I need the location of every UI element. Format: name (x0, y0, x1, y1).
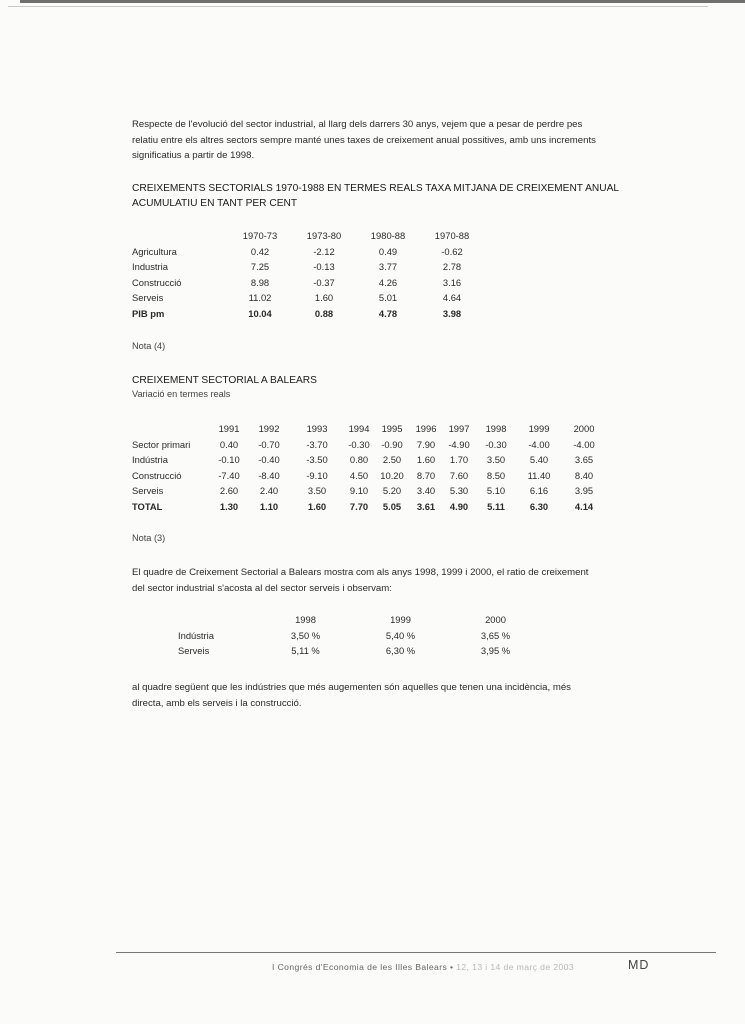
row-label: TOTAL (132, 500, 163, 512)
table-cell: 3,95 % (480, 645, 511, 657)
table-cell: -9.10 (306, 469, 328, 481)
intro-paragraph (132, 117, 596, 164)
table-cell: 0.42 (250, 245, 270, 257)
footer-dates: 12, 13 i 14 de març de 2003 (456, 962, 575, 972)
table3-col-header: 1999 (390, 614, 411, 626)
row-label: PIB pm (132, 307, 165, 319)
table-cell: 2.50 (382, 454, 402, 466)
row-label: Sector primari (132, 438, 191, 450)
row-label: Indústria (132, 454, 168, 466)
table1-sectoral-growth-1970-1988 (132, 228, 484, 321)
paragraph-2 (132, 565, 588, 596)
table3-col-header: 2000 (485, 614, 506, 626)
table-row (132, 437, 608, 453)
table1-corner (132, 228, 228, 244)
table-cell: -3.70 (306, 438, 328, 450)
row-label: Serveis (132, 292, 164, 304)
table-cell: -0.30 (348, 438, 370, 450)
table-cell: 6.30 (529, 500, 549, 512)
table-cell: 0.40 (219, 438, 239, 450)
table1-title (132, 181, 619, 211)
table-cell: 7.25 (250, 261, 270, 273)
table-cell: 3,65 % (480, 629, 511, 641)
table2-col-header: 1993 (306, 423, 328, 435)
intro-line: significatius a partir de 1998. (132, 150, 255, 161)
paragraph-line: directa, amb els serveis i la construcció. (132, 697, 302, 709)
table-cell: 5,40 % (385, 629, 416, 641)
table-cell: -2.12 (313, 245, 335, 257)
table-cell: 3.40 (416, 485, 436, 497)
table-row (168, 643, 543, 659)
table1-col-header: 1973-80 (306, 230, 342, 242)
table-row-total (132, 499, 608, 515)
table1-title-line: ACUMULATIU EN TANT PER CENT (132, 198, 298, 209)
intro-line: Respecte de l'evolució del sector industrial, al llarg dels darrers 30 anys, vejem que a pesar de perdre pes (132, 119, 583, 130)
table-cell: 3.65 (574, 454, 594, 466)
table1-col-header: 1970-73 (242, 230, 278, 242)
row-label: Construcció (132, 276, 182, 288)
table-cell: 3.61 (416, 500, 436, 512)
table-cell: 2.40 (259, 485, 279, 497)
table-row (132, 452, 608, 468)
table-cell: 4.90 (449, 500, 469, 512)
footer-logo-mark: MD (628, 958, 650, 972)
table-cell: 3,50 % (290, 629, 321, 641)
table3-header-row (168, 612, 543, 628)
table-row-total (132, 306, 484, 322)
table2-col-header: 1991 (218, 423, 240, 435)
row-label: Serveis (178, 645, 210, 657)
table-cell: 0.49 (378, 245, 398, 257)
table-cell: 0.80 (349, 454, 369, 466)
table-cell: 8.50 (486, 469, 506, 481)
table2-subtitle: Variació en termes reals (132, 389, 231, 399)
paragraph-line: al quadre següent que les indústries que més augementen són aquelles que tenen una incidència, més (132, 682, 571, 693)
table-cell: 2.60 (219, 485, 239, 497)
table2-note: Nota (3) (132, 533, 166, 543)
table-row (132, 244, 484, 260)
table-cell: 8.40 (574, 469, 594, 481)
table-cell: 3.98 (442, 307, 462, 319)
table-cell: 7.60 (449, 469, 469, 481)
table2-col-header: 1999 (528, 423, 550, 435)
row-label: Indústria (178, 629, 214, 641)
table-cell: 1.60 (307, 500, 327, 512)
table-cell: 1.70 (449, 454, 469, 466)
table-cell: 3.95 (574, 485, 594, 497)
top-rule-faint (8, 6, 708, 7)
table-cell: -8.40 (258, 469, 280, 481)
footer-conference: I Congrés d'Economia de les Illes Balears • (272, 962, 454, 972)
table-cell: 11.02 (248, 292, 272, 304)
table-cell: 8.70 (416, 469, 436, 481)
table-row (132, 468, 608, 484)
row-label: Industria (132, 261, 168, 273)
table-cell: -4.90 (448, 438, 470, 450)
paragraph-line: del sector industrial s'acosta al del sector serveis i observam: (132, 582, 392, 594)
table-cell: -4.00 (528, 438, 550, 450)
table-cell: 3.50 (486, 454, 506, 466)
paragraph-3 (132, 680, 571, 711)
table2-col-header: 1995 (381, 423, 403, 435)
table1-note: Nota (4) (132, 341, 166, 351)
table-cell: 3.16 (442, 276, 462, 288)
table2-col-header: 1998 (485, 423, 507, 435)
table-cell: 5.30 (449, 485, 469, 497)
table-cell: 6.16 (529, 485, 549, 497)
top-rule (20, 0, 745, 3)
table-cell: -4.00 (573, 438, 595, 450)
table1-col-header: 1980-88 (370, 230, 406, 242)
row-label: Agricultura (132, 245, 177, 257)
table-cell: 2.78 (442, 261, 462, 273)
table-row (132, 275, 484, 291)
table-cell: 4.26 (378, 276, 398, 288)
table2-col-header: 1994 (348, 423, 370, 435)
table-cell: 4.64 (442, 292, 462, 304)
table-cell: 5.11 (487, 500, 505, 512)
table1-title-line: CREIXEMENTS SECTORIALS 1970-1988 EN TERMES REALS TAXA MITJANA DE CREIXEMENT ANUAL (132, 183, 620, 194)
table-cell: -0.62 (441, 245, 463, 257)
table-cell: 5.05 (382, 500, 402, 512)
row-label: Serveis (132, 485, 164, 497)
table-cell: 1.60 (416, 454, 436, 466)
table-cell: 5.20 (382, 485, 402, 497)
table-cell: 5.40 (529, 454, 549, 466)
table-row (132, 290, 484, 306)
table-cell: 1.60 (314, 292, 334, 304)
table2-sectoral-growth-balears (132, 421, 608, 514)
table-row (168, 628, 543, 644)
table-cell: 6,30 % (385, 645, 416, 657)
table3-industry-vs-services (168, 612, 543, 659)
table1-col-header: 1970-88 (434, 230, 470, 242)
table-cell: 1.10 (259, 500, 279, 512)
table-cell: 4.14 (574, 500, 594, 512)
table1-header-row (132, 228, 484, 244)
table2-corner (132, 421, 212, 437)
table-cell: 7.70 (349, 500, 369, 512)
table-cell: 4.50 (349, 469, 369, 481)
table-cell: -0.37 (313, 276, 335, 288)
table-cell: 1.30 (219, 500, 239, 512)
table-row (132, 483, 608, 499)
table2-header-row (132, 421, 608, 437)
footer-rule (116, 952, 716, 953)
table-cell: -3.50 (306, 454, 328, 466)
table-cell: -7.40 (218, 469, 240, 481)
table-cell: 8.98 (250, 276, 270, 288)
table2-col-header: 1992 (258, 423, 280, 435)
table-cell: 0.88 (314, 307, 334, 319)
table-cell: 7.90 (416, 438, 436, 450)
table2-col-header: 1996 (415, 423, 437, 435)
table-cell: 5,11 % (291, 645, 320, 657)
table-cell: -0.90 (381, 438, 403, 450)
table-cell: 5.10 (486, 485, 506, 497)
table-cell: 10.20 (380, 469, 404, 481)
table2-col-header: 2000 (573, 423, 595, 435)
table-cell: 5.01 (378, 292, 398, 304)
row-label: Construcció (132, 469, 182, 481)
table-cell: 10.04 (248, 307, 272, 319)
table2-title: CREIXEMENT SECTORIAL A BALEARS (132, 375, 317, 386)
table-row (132, 259, 484, 275)
table-cell: 3.77 (378, 261, 398, 273)
table-cell: -0.70 (258, 438, 280, 450)
table2-col-header: 1997 (448, 423, 470, 435)
paragraph-line: El quadre de Creixement Sectorial a Balears mostra com als anys 1998, 1999 i 2000, el ratio de creixement (132, 567, 589, 578)
table-cell: -0.40 (258, 454, 280, 466)
footer (272, 962, 574, 972)
table-cell: -0.10 (218, 454, 240, 466)
table3-corner (168, 612, 258, 628)
table3-col-header: 1998 (295, 614, 316, 626)
table-cell: 3.50 (307, 485, 327, 497)
table-cell: -0.30 (485, 438, 507, 450)
table-cell: 4.78 (378, 307, 398, 319)
table-cell: -0.13 (313, 261, 335, 273)
table-cell: 11.40 (527, 469, 551, 481)
table-cell: 9.10 (349, 485, 369, 497)
intro-line: relatiu entre els altres sectors sempre manté unes taxes de creixement anual possitives, amb uns increments (132, 134, 596, 146)
